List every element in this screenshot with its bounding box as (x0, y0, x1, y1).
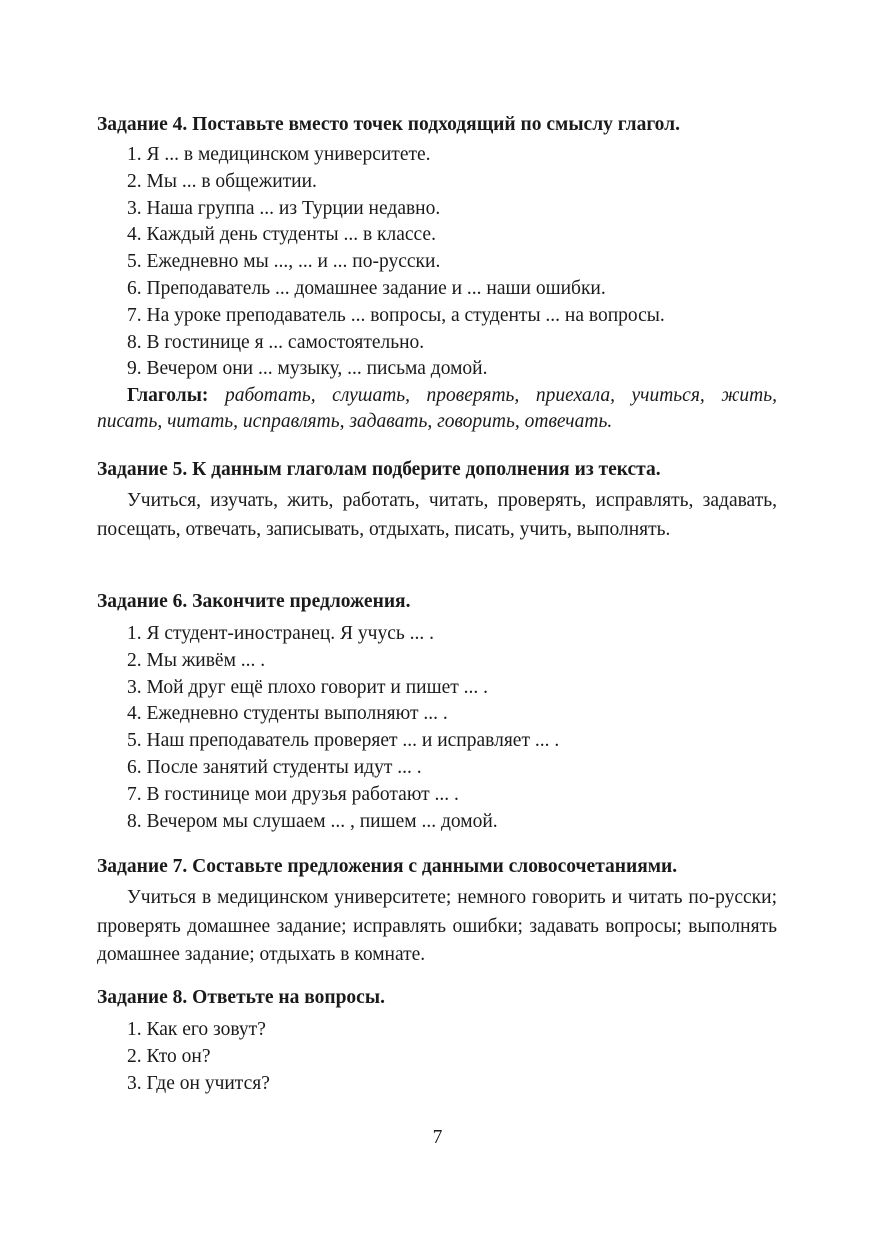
list-item: 5. Наш преподаватель проверяет ... и исправляет ... . (127, 730, 560, 752)
list-item: 2. Мы ... в общежитии. (127, 170, 317, 192)
list-item: 7. В гостинице мои друзья работают ... . (127, 783, 459, 805)
task-4-title: Задание 4. Поставьте вместо точек подходящий по смыслу глагол. (97, 114, 680, 135)
list-item: 5. Ежедневно мы ..., ... и ... по-русски. (127, 251, 441, 273)
list-item: 1. Я студент-иностранец. Я учусь ... . (127, 623, 435, 644)
list-item: 2. Мы живём ... . (127, 649, 266, 671)
task-6-list (97, 621, 777, 835)
task-5-text: Учиться, изучать, жить, работать, читать, проверять, исправлять, задавать, посещать, отвечать, записывать, отдыхать, писать, учить, выполнять. (97, 490, 777, 540)
list-item: 3. Наша группа ... из Турции недавно. (127, 197, 441, 219)
task-6 (97, 588, 777, 835)
task-4-verbs (97, 383, 777, 435)
task-8 (97, 984, 777, 1097)
task-4 (97, 111, 777, 435)
task-5-title: Задание 5. К данным глаголам подберите дополнения из текста. (97, 459, 661, 480)
list-item: 3. Мой друг ещё плохо говорит и пишет ... . (127, 676, 489, 698)
task-7-title: Задание 7. Составьте предложения с данными словосочетаниями. (97, 856, 678, 877)
list-item: 8. Вечером мы слушаем ... , пишем ... домой. (127, 810, 498, 832)
list-item: 6. Преподаватель ... домашнее задание и ... наши ошибки. (127, 277, 606, 299)
list-item: 7. На уроке преподаватель ... вопросы, а студенты ... на вопросы. (127, 304, 665, 326)
task-4-list (97, 142, 777, 383)
list-item: 9. Вечером они ... музыку, ... письма домой. (127, 358, 488, 380)
task-8-title: Задание 8. Ответьте на вопросы. (97, 987, 385, 1008)
task-7 (97, 853, 777, 970)
list-item: 1. Я ... в медицинском университете. (127, 144, 431, 165)
list-item: 8. В гостинице я ... самостоятельно. (127, 331, 425, 353)
verbs-text: работать, слушать, проверять, приехала, учиться, жить, писать, читать, исправлять, задавать, говорить, отвечать. (97, 385, 778, 433)
list-item: 1. Как его зовут? (127, 1019, 266, 1040)
list-item: 4. Ежедневно студенты выполняют ... . (127, 703, 448, 725)
list-item: 3. Где он учится? (127, 1072, 270, 1094)
list-item: 4. Каждый день студенты ... в классе. (127, 224, 436, 246)
task-7-text: Учиться в медицинском университете; немного говорить и читать по-русски; проверять домашнее задание; исправлять ошибки; задавать вопросы; выполнять домашнее задание; отдыхать в комнате. (97, 887, 777, 965)
task-8-list (97, 1017, 777, 1097)
list-item: 2. Кто он? (127, 1045, 211, 1067)
verbs-label: Глаголы: (127, 385, 209, 407)
list-item: 6. После занятий студенты идут ... . (127, 756, 422, 778)
task-5 (97, 456, 777, 544)
task-6-title: Задание 6. Закончите предложения. (97, 591, 411, 612)
page-number: 7 (432, 1127, 443, 1148)
